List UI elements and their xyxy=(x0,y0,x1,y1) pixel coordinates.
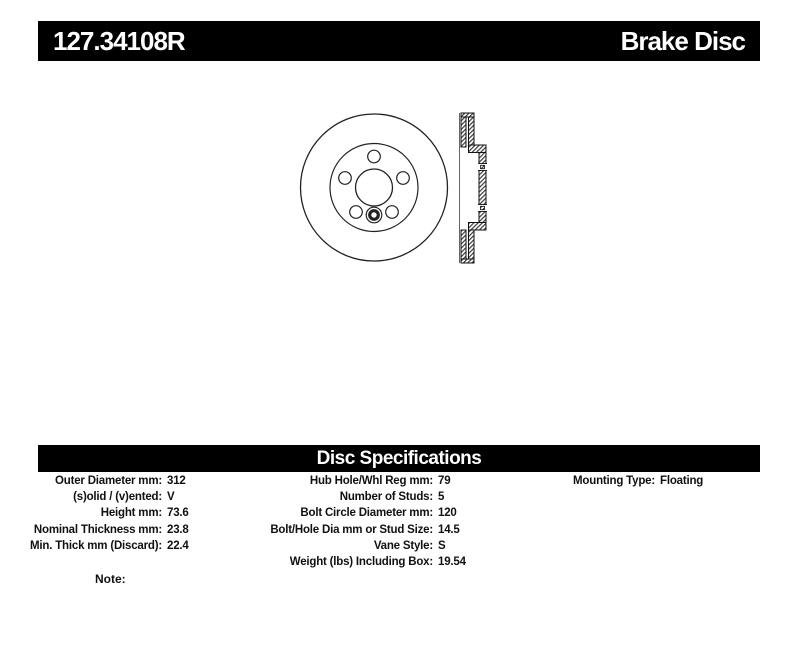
spec-row-weight-including-box xyxy=(233,554,466,570)
spec-value: 120 xyxy=(438,507,457,520)
spec-label: (s)olid / (v)ented: xyxy=(73,491,162,504)
product-title: Brake Disc xyxy=(620,25,745,56)
spec-column-right xyxy=(495,473,703,489)
spec-row-mounting-type xyxy=(495,473,703,489)
spec-value: S xyxy=(438,539,446,552)
spec-label: Nominal Thickness mm: xyxy=(33,523,162,536)
disc-specifications-header xyxy=(38,445,760,472)
spec-label: Min. Thick mm (Discard): xyxy=(30,539,162,552)
outboard-plate-top xyxy=(461,113,466,147)
hat-wall xyxy=(479,153,486,223)
spec-value: 23.8 xyxy=(167,523,189,536)
spec-row-solid-vented xyxy=(0,489,189,505)
spec-column-left xyxy=(0,473,189,554)
spec-value: 73.6 xyxy=(167,507,189,520)
spec-row-vane-style xyxy=(233,538,466,554)
spec-row-bolt-circle-diameter xyxy=(233,505,466,521)
spec-label: Weight (lbs) Including Box: xyxy=(289,556,433,569)
plate-top-cap xyxy=(461,113,474,117)
inboard-plate-bottom xyxy=(469,230,475,263)
part-number: 127.34108R xyxy=(53,25,185,56)
spec-value: 14.5 xyxy=(438,523,460,536)
spec-label: Mounting Type: xyxy=(573,475,655,487)
spec-label: Bolt/Hole Dia mm or Stud Size: xyxy=(270,523,433,536)
spec-row-height xyxy=(0,505,189,521)
spec-value: 19.54 xyxy=(438,556,466,569)
outboard-plate-bottom xyxy=(461,230,466,263)
spec-value: 5 xyxy=(438,491,445,504)
hat-step-top xyxy=(469,145,487,153)
hub-hole-circle xyxy=(356,169,393,206)
spec-label: Number of Studs: xyxy=(339,491,433,504)
spec-label: Height mm: xyxy=(100,507,162,520)
spec-row-number-of-studs xyxy=(233,489,466,505)
spec-value: Floating xyxy=(660,475,704,487)
outer-diameter-circle xyxy=(301,114,448,261)
spec-value: V xyxy=(167,491,175,504)
disc-specifications-title: Disc Specifications xyxy=(316,447,482,469)
spec-row-outer-diameter xyxy=(0,473,189,489)
spec-label: Hub Hole/Whl Reg mm: xyxy=(309,475,433,487)
spec-row-bolt-hole-dia-stud-size xyxy=(233,522,466,538)
inboard-plate-top xyxy=(469,113,475,147)
note-label: Note: xyxy=(95,572,126,586)
spec-row-nominal-thickness xyxy=(0,522,189,538)
spec-column-middle xyxy=(233,473,466,570)
spec-label: Bolt Circle Diameter mm: xyxy=(300,507,433,520)
stud-hole xyxy=(350,206,363,219)
stud-hole xyxy=(339,172,352,185)
spec-value: 79 xyxy=(438,475,451,487)
brake-disc-front-view xyxy=(301,114,448,261)
spec-label: Outer Diameter mm: xyxy=(55,475,162,487)
spec-value: 22.4 xyxy=(167,539,189,552)
spec-row-hub-hole xyxy=(233,473,466,489)
plate-bottom-cap xyxy=(461,259,474,263)
spec-value: 312 xyxy=(167,475,186,487)
hat-step-bottom xyxy=(469,223,487,231)
brake-disc-cross-section-view xyxy=(460,113,488,263)
stud-hole xyxy=(368,150,381,163)
spec-label: Vane Style: xyxy=(373,539,433,552)
stud-hole xyxy=(397,172,410,185)
alignment-screw-hole-inner xyxy=(370,211,379,220)
spec-row-min-thickness-discard xyxy=(0,538,189,554)
stud-hole xyxy=(386,206,399,219)
